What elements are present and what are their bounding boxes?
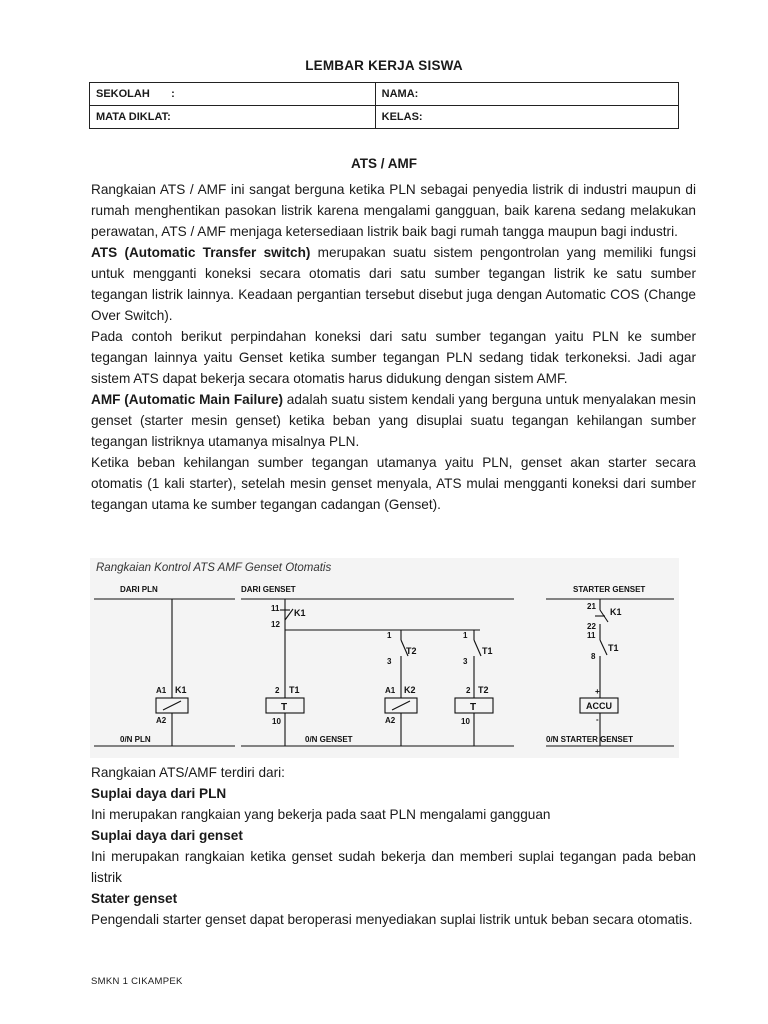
label-k1-11: 11 bbox=[271, 604, 280, 613]
components-section bbox=[91, 762, 696, 930]
label-k2-a1: A1 bbox=[385, 686, 396, 695]
label-t2-coil-10: 10 bbox=[461, 717, 470, 726]
body-text bbox=[91, 179, 696, 515]
text-supply-genset: Ini merupakan rangkaian ketika genset sudah bekerja dan memberi suplai tegangan pada beban listrik bbox=[91, 849, 696, 885]
school-field: SEKOLAH : bbox=[90, 83, 376, 106]
subject-field: MATA DIKLAT: bbox=[90, 106, 376, 129]
label-t1-contact-1: 1 bbox=[463, 631, 468, 640]
heading-supply-genset: Suplai daya dari genset bbox=[91, 828, 243, 843]
label-t2-box: T bbox=[470, 702, 477, 713]
label-starter-t1: T1 bbox=[608, 643, 619, 653]
label-genset-k1: K1 bbox=[294, 608, 306, 618]
ats-term: ATS (Automatic Transfer switch) bbox=[91, 245, 311, 260]
student-info-table bbox=[89, 82, 679, 129]
label-accu-plus: + bbox=[595, 687, 600, 696]
amf-term: AMF (Automatic Main Failure) bbox=[91, 392, 283, 407]
label-dari-pln: DARI PLN bbox=[120, 585, 158, 594]
label-accu: ACCU bbox=[586, 701, 612, 711]
worksheet-title: LEMBAR KERJA SISWA bbox=[305, 58, 463, 73]
label-k2-a2: A2 bbox=[385, 716, 396, 725]
label-t2-coil: T2 bbox=[478, 685, 489, 695]
label-0n-genset: 0/N GENSET bbox=[305, 735, 353, 744]
text-supply-pln: Ini merupakan rangkaian yang bekerja pada saat PLN mengalami gangguan bbox=[91, 807, 551, 822]
ats-amf-control-diagram bbox=[90, 558, 679, 758]
label-starter-k1: K1 bbox=[610, 607, 622, 617]
components-intro: Rangkaian ATS/AMF terdiri dari: bbox=[91, 765, 285, 780]
label-pln-k1: K1 bbox=[175, 685, 187, 695]
label-t2-contact-1: 1 bbox=[387, 631, 392, 640]
label-t1-contact-3: 3 bbox=[463, 657, 468, 666]
label-t1-coil-2: 2 bbox=[275, 686, 280, 695]
label-starter-8: 8 bbox=[591, 652, 596, 661]
class-field: KELAS: bbox=[375, 106, 678, 129]
label-accu-minus: - bbox=[596, 715, 599, 724]
heading-starter-genset: Stater genset bbox=[91, 891, 178, 906]
label-pln-a1: A1 bbox=[156, 686, 167, 695]
label-t1-coil-10: 10 bbox=[272, 717, 281, 726]
label-t2-contact: T2 bbox=[406, 646, 417, 656]
heading-supply-pln: Suplai daya dari PLN bbox=[91, 786, 227, 801]
label-t2-contact-3: 3 bbox=[387, 657, 392, 666]
paragraph-amf bbox=[91, 389, 696, 452]
label-k2-coil: K2 bbox=[404, 685, 416, 695]
label-k1-12: 12 bbox=[271, 620, 280, 629]
label-starter-11: 11 bbox=[587, 631, 596, 640]
paragraph-process: Ketika beban kehilangan sumber tegangan utamanya yaitu PLN, genset akan starter secara otomatis (1 kali starter), setelah mesin genset menyala, ATS mulai mengganti koneksi dari sumber tegangan utama ke sumber tegangan cadangan (Genset). bbox=[91, 455, 696, 512]
label-pln-a2: A2 bbox=[156, 716, 167, 725]
page-footer: SMKN 1 CIKAMPEK bbox=[91, 976, 183, 987]
label-t1-coil: T1 bbox=[289, 685, 300, 695]
name-field: NAMA: bbox=[375, 83, 678, 106]
label-0n-pln: 0/N PLN bbox=[120, 735, 151, 744]
label-starter-21: 21 bbox=[587, 602, 596, 611]
label-t1-box: T bbox=[281, 702, 288, 713]
label-dari-genset: DARI GENSET bbox=[241, 585, 296, 594]
label-t1-contact: T1 bbox=[482, 646, 493, 656]
paragraph-example: Pada contoh berikut perpindahan koneksi dari satu sumber tegangan yaitu PLN ke sumber tegangan lainnya yaitu Genset ketika sumber tegangan PLN sedang tidak terkoneksi. Jadi agar sistem ATS dapat bekerja secara otomatis harus didukung dengan sistem AMF. bbox=[91, 329, 696, 386]
label-0n-starter-genset: 0/N STARTER GENSET bbox=[546, 735, 633, 744]
amf-definition: adalah suatu sistem kendali yang berguna untuk menyalakan mesin genset (starter mesin genset) ketika beban yang disuplai suatu tegangan kehilangan sumber tegangan listriknya utamanya misalnya PLN. bbox=[91, 392, 696, 449]
label-starter-22: 22 bbox=[587, 622, 596, 631]
label-t2-coil-2: 2 bbox=[466, 686, 471, 695]
text-starter-genset: Pengendali starter genset dapat beroperasi menyediakan suplai listrik untuk beban secara otomatis. bbox=[91, 912, 693, 927]
paragraph-ats bbox=[91, 242, 696, 326]
section-title: ATS / AMF bbox=[351, 156, 417, 171]
paragraph-intro: Rangkaian ATS / AMF ini sangat berguna ketika PLN sebagai penyedia listrik di industri maupun di rumah menghentikan pasokan listrik karena mengalami gangguan, baik karena sedang melakukan perawatan, ATS / AMF menjaga ketersediaan listrik baik bagi rumah tangga maupun bagi industri. bbox=[91, 182, 696, 239]
label-starter-genset: STARTER GENSET bbox=[573, 585, 646, 594]
ats-definition: merupakan suatu sistem pengontrolan yang memiliki fungsi untuk mengganti koneksi secara otomatis dari satu sumber tegangan listrik ke satu sumber tegangan listrik lainnya. Keadaan pergantian tersebut disebut juga dengan Automatic COS (Change Over Switch). bbox=[91, 245, 696, 323]
diagram-caption: Rangkaian Kontrol ATS AMF Genset Otomatis bbox=[96, 562, 332, 574]
